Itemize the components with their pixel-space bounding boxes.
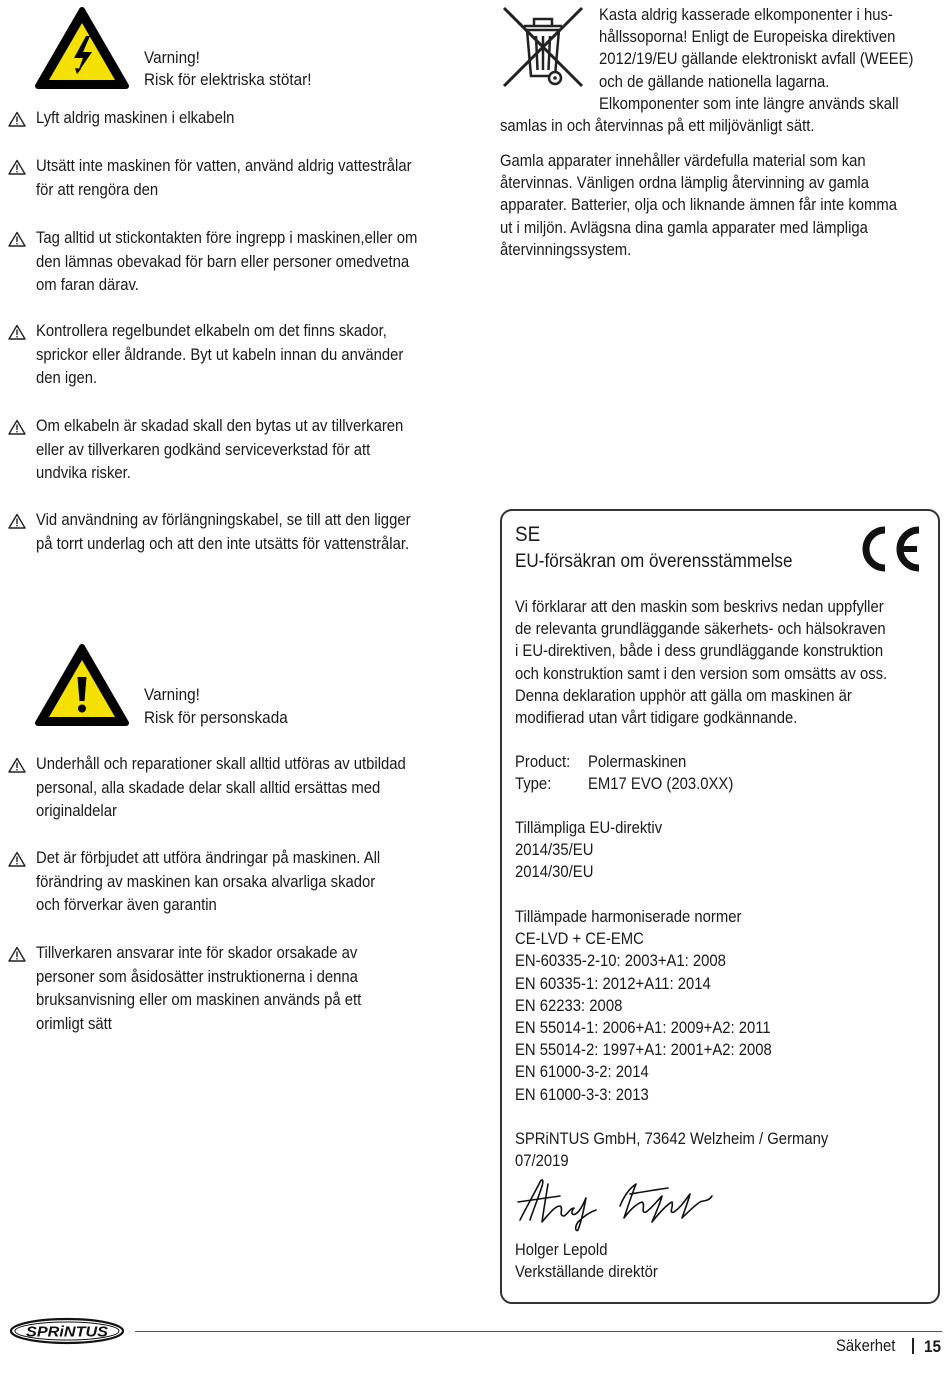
item-line: sprickor eller åldrande. Byt ut kabeln innan du använder bbox=[36, 345, 404, 364]
recycling-line: återvinnas. Vänligen ordna lämplig återvinning av gamla bbox=[500, 174, 869, 193]
item-line: Vid användning av förlängningskabel, se till att den ligger bbox=[36, 511, 411, 529]
item-line: personal, alla skadade delar skall alltid ersättas med bbox=[36, 778, 381, 797]
general-warning-icon bbox=[34, 643, 130, 727]
standard-item: EN 61000-3-3: 2013 bbox=[515, 1085, 649, 1104]
item-line: Det är förbjudet att utföra ändringar på maskinen. All bbox=[36, 849, 381, 867]
injury-warning-subtitle: Risk för personskada bbox=[144, 708, 288, 727]
standard-item: EN 61000-3-2: 2014 bbox=[515, 1063, 649, 1082]
sprintus-logo bbox=[8, 1316, 126, 1346]
warning-triangle-icon bbox=[8, 419, 26, 435]
item-line: bruksanvisning eller om maskinen används på ett bbox=[36, 991, 362, 1009]
directives-title: Tillämpliga EU-direktiv bbox=[515, 819, 663, 837]
intro-line: Vi förklarar att den maskin som beskrivs nedan uppfyller bbox=[515, 598, 884, 616]
standards-title: Tillämpade harmoniserade normer bbox=[515, 908, 742, 926]
declaration-title: EU-försäkran om överensstämmelse bbox=[515, 551, 793, 572]
weee-line: Kasta aldrig kasserade elkomponenter i hus- bbox=[599, 6, 893, 24]
weee-line: och de gällande nationella lagarna. bbox=[599, 72, 830, 91]
signer-block bbox=[515, 1239, 674, 1283]
signer-name: Holger Lepold bbox=[515, 1241, 608, 1259]
standard-item: EN 60335-1: 2012+A11: 2014 bbox=[515, 974, 711, 993]
intro-line: Denna deklaration upphör att gälla om maskinen är bbox=[515, 686, 852, 705]
ce-mark-icon bbox=[855, 524, 925, 574]
footer-divider bbox=[135, 1331, 942, 1332]
signature-image bbox=[512, 1172, 722, 1234]
item-line: den igen. bbox=[36, 369, 98, 387]
type-value: EM17 EVO (203.0XX) bbox=[588, 775, 734, 793]
standard-item: EN 62233: 2008 bbox=[515, 996, 623, 1015]
warning-triangle-icon bbox=[8, 159, 26, 175]
item-line: för att rengöra den bbox=[36, 180, 159, 199]
svg-text:SPRiNTUS: SPRiNTUS bbox=[26, 1323, 108, 1341]
warning-triangle-icon bbox=[8, 231, 26, 247]
footer-separator bbox=[912, 1338, 914, 1354]
standard-item: EN 55014-1: 2006+A1: 2009+A2: 2011 bbox=[515, 1019, 771, 1038]
warning-triangle-icon bbox=[8, 111, 26, 127]
type-label: Type: bbox=[515, 775, 552, 793]
item-line: på torrt underlag och att den inte utsätts för vattenstrålar. bbox=[36, 534, 410, 553]
item-line: Lyft aldrig maskinen i elkabeln bbox=[36, 109, 235, 127]
warning-triangle-icon bbox=[8, 757, 26, 773]
item-line: och förverkar även garantin bbox=[36, 896, 217, 914]
product-label: Product: bbox=[515, 753, 571, 771]
declaration-date: 07/2019 bbox=[515, 1152, 569, 1171]
electric-warning-subtitle: Risk för elektriska stötar! bbox=[144, 70, 312, 89]
warning-triangle-icon bbox=[8, 324, 26, 340]
declaration-intro bbox=[515, 596, 929, 729]
item-line: Underhåll och reparationer skall alltid utföras av utbildad bbox=[36, 755, 406, 773]
standard-item: EN 55014-2: 1997+A1: 2001+A2: 2008 bbox=[515, 1041, 772, 1060]
item-line: Utsätt inte maskinen för vatten, använd aldrig vattestrålar bbox=[36, 157, 412, 175]
item-line: Om elkabeln är skadad skall den bytas ut av tillverkaren bbox=[36, 417, 404, 435]
standards-block bbox=[515, 906, 800, 1106]
weee-line: hållssoporna! Enligt de Europeiska direktiven bbox=[599, 28, 896, 47]
electric-warning-title: Varning! bbox=[144, 48, 200, 67]
weee-line: Elkomponenter som inte längre används skall bbox=[599, 94, 899, 113]
product-value: Polermaskinen bbox=[588, 753, 687, 771]
footer-page-number: 15 bbox=[924, 1337, 942, 1356]
directives-block bbox=[515, 817, 679, 884]
company-block bbox=[515, 1128, 863, 1172]
item-line: förändring av maskinen kan orsaka alvarliga skador bbox=[36, 872, 376, 891]
directive-item: 2014/30/EU bbox=[515, 863, 594, 882]
item-line: eller av tillverkaren godkänd serviceverkstad för att bbox=[36, 440, 371, 459]
intro-line: modifierad utan vårt tidigare godkännande. bbox=[515, 709, 798, 728]
company-address: SPRiNTUS GmbH, 73642 Welzheim / Germany bbox=[515, 1130, 829, 1148]
electric-shock-warning-icon bbox=[34, 6, 130, 90]
weee-last-line: samlas in och återvinnas på ett miljövänligt sätt. bbox=[500, 117, 815, 135]
signer-title: Verkställande direktör bbox=[515, 1263, 658, 1282]
item-line: Tag alltid ut stickontakten före ingrepp i maskinen,eller om bbox=[36, 229, 418, 247]
intro-line: i EU-direktiven, både i dess grundläggande konstruktion bbox=[515, 642, 884, 661]
warning-triangle-icon bbox=[8, 513, 26, 529]
weee-crossed-bin-icon bbox=[500, 4, 586, 90]
recycling-line: apparater. Batterier, olja och liknande ämnen får inte komma bbox=[500, 196, 898, 215]
warning-triangle-icon bbox=[8, 851, 26, 867]
directive-item: 2014/35/EU bbox=[515, 841, 594, 860]
item-line: Kontrollera regelbundet elkabeln om det finns skador, bbox=[36, 322, 387, 340]
footer-section-title: Säkerhet bbox=[836, 1337, 896, 1355]
item-line: den lämnas obevakad för barn eller personer omedvetna bbox=[36, 252, 410, 271]
item-line: om faran därav. bbox=[36, 276, 139, 294]
item-line: orimligt sätt bbox=[36, 1014, 112, 1033]
warning-triangle-icon bbox=[8, 946, 26, 962]
weee-recycling-paragraph bbox=[500, 150, 941, 261]
item-line: Tillverkaren ansvarar inte för skador orsakade av bbox=[36, 944, 358, 962]
injury-warning-title: Varning! bbox=[144, 685, 200, 704]
item-line: originaldelar bbox=[36, 802, 117, 820]
item-line: undvika risker. bbox=[36, 464, 131, 482]
intro-line: och konstruktion samt i den version som omsätts av oss. bbox=[515, 664, 888, 683]
recycling-line: ut i miljön. Avlägsna dina gamla apparater med lämpliga bbox=[500, 218, 868, 237]
standard-item: CE-LVD + CE-EMC bbox=[515, 930, 644, 949]
declaration-language-code: SE bbox=[515, 523, 541, 546]
weee-line: 2012/19/EU gällande elektroniskt avfall (WEEE) bbox=[599, 50, 914, 69]
recycling-line: återvinningssystem. bbox=[500, 240, 632, 259]
weee-paragraph bbox=[599, 4, 948, 115]
intro-line: de relevanta grundläggande säkerhets- och hälsokraven bbox=[515, 620, 886, 639]
item-line: personer som åsidosätter instruktionerna i denna bbox=[36, 967, 358, 986]
recycling-line: Gamla apparater innehåller värdefulla material som kan bbox=[500, 152, 866, 170]
standard-item: EN-60335-2-10: 2003+A1: 2008 bbox=[515, 952, 726, 971]
